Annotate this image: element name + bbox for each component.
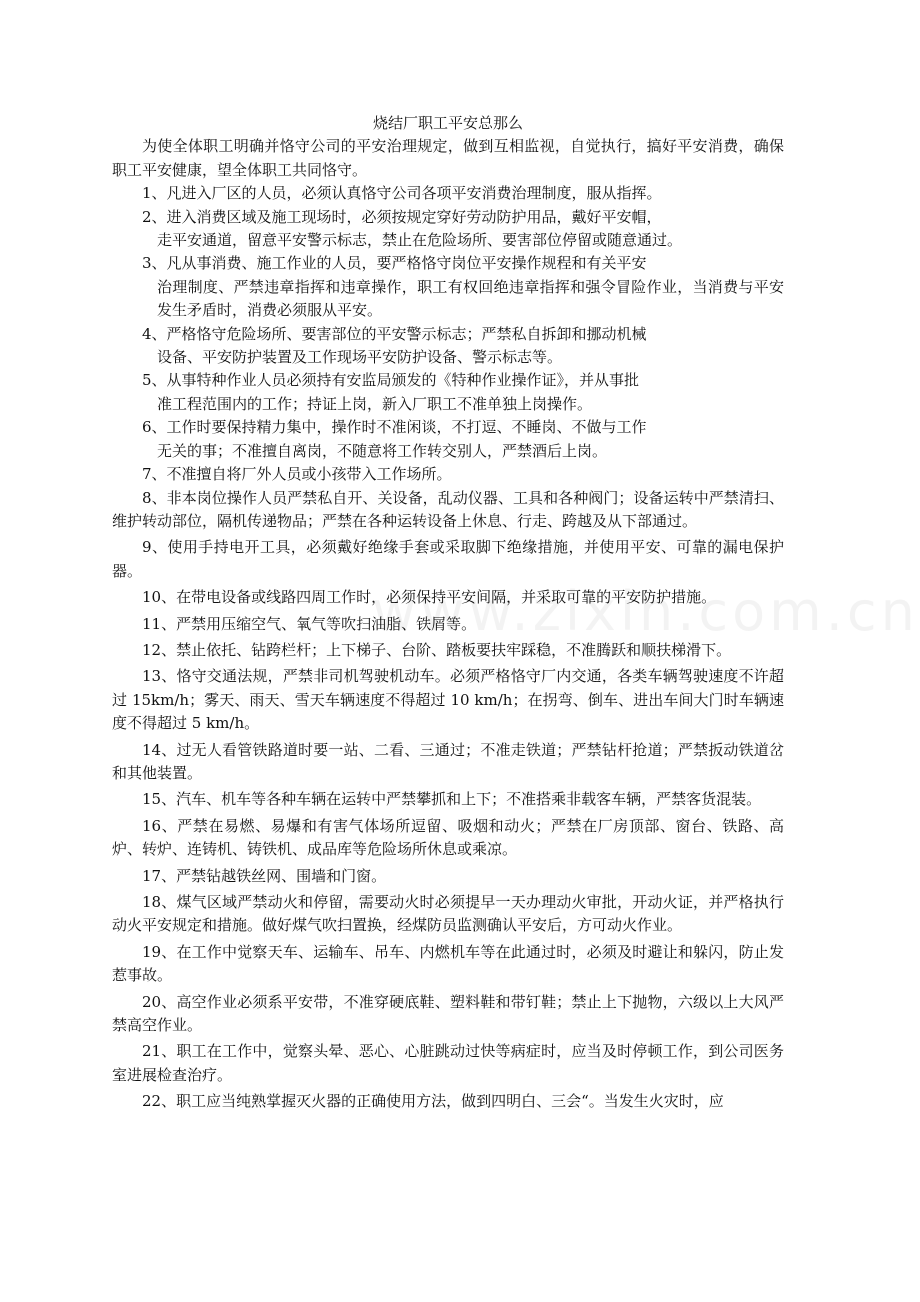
- rule-text: 20、高空作业必须系平安带，不准穿硬底鞋、塑料鞋和带钉鞋；禁止上下抛物，六级以上大风严禁高空作业。: [112, 992, 784, 1035]
- rule-item-16: [112, 815, 784, 862]
- rule-text: 19、在工作中觉察天车、运输车、吊车、内燃机车等在此通过时，必须及时避让和躲闪，防止发惹事故。: [112, 942, 784, 985]
- rule-line: 走平安通道，留意平安警示标志，禁止在危险场所、要害部位停留或随意通过。: [157, 231, 683, 250]
- rule-item-19: [112, 941, 784, 988]
- rule-text: 7、不准擅自将厂外人员或小孩带入工作场所。: [142, 465, 452, 484]
- rule-continuation: 治理制度、严禁违章指挥和违章操作，职工有权回绝违章指挥和强令冒险作业，当消费与平安发生矛盾时，消费必须服从平安。: [157, 277, 784, 320]
- rule-text: 14、过无人看管铁路道时要一站、二看、三通过；不准走铁道；严禁钻杆抢道；严禁扳动铁道岔和其他装置。: [112, 740, 784, 782]
- rule-item-18: [112, 891, 784, 938]
- rule-text: 15、汽车、机车等各种车辆在运转中严禁攀抓和上下；不准搭乘非载客车辆，严禁客货混装。: [142, 790, 762, 809]
- rule-item-8: [112, 487, 784, 534]
- rule-line: 1、凡进入厂区的人员，必须认真恪守公司各项平安消费治理制度，服从指挥。: [142, 184, 662, 203]
- rule-line: 4、严格恪守危险场所、要害部位的平安警示标志；严禁私自拆卸和挪动机械: [142, 324, 647, 343]
- rule-item-2: [112, 206, 784, 253]
- rule-text: 21、职工在工作中，觉察头晕、恶心、心脏跳动过快等病症时，应当及时停顿工作，到公司医务室进展检查治疗。: [112, 1042, 784, 1084]
- rule-text: 22、职工应当纯熟掌握灭火器的正确使用方法，做到四明白、三会“。当发生火灾时，应: [142, 1092, 724, 1111]
- rule-line: 2、进入消费区域及施工现场时，必须按规定穿好劳动防护用品，戴好平安帽，: [142, 207, 662, 226]
- rule-item-7: [112, 463, 784, 486]
- rule-line: 无关的事；不准擅自离岗，不随意将工作转交别人，严禁酒后上岗。: [157, 441, 608, 460]
- rule-item-13: [112, 665, 784, 735]
- rule-item-5: [112, 369, 784, 416]
- rule-item-14: [112, 739, 784, 786]
- rule-line: 5、从事特种作业人员必须持有安监局颁发的《特种作业操作证》，并从事批: [142, 371, 640, 390]
- rule-text: 9、使用手持电开工具，必须戴好绝缘手套或采取脚下绝缘措施，并使用平安、可靠的漏电保护器。: [112, 538, 784, 580]
- rule-text: 10、在带电设备或线路四周工作时，必须保持平安间隔，并采取可靠的平安防护措施。: [142, 588, 717, 607]
- rule-item-15: [112, 788, 784, 811]
- rule-item-4: [112, 323, 784, 370]
- document-title: 烧结厂职工平安总那么: [372, 114, 523, 132]
- rule-item-11: [112, 613, 784, 636]
- intro-paragraph: 为使全体职工明确并恪守公司的平安治理规定，做到互相监视，自觉执行，搞好平安消费，确保职工平安健康，望全体职工共同恪守。: [112, 137, 784, 179]
- rule-text: 17、严禁钻越铁丝网、围墙和门窗。: [142, 866, 387, 885]
- document-page: [112, 112, 784, 1114]
- rule-line: 设备、平安防护装置及工作现场平安防护设备、警示标志等。: [157, 348, 563, 367]
- rule-line: 准工程范围内的工作；持证上岗，新入厂职工不准单独上岗操作。: [157, 394, 593, 413]
- rule-item-17: [112, 865, 784, 888]
- rule-item-3: [112, 252, 784, 322]
- rule-item-22: [112, 1090, 784, 1113]
- rule-text: 8、非本岗位操作人员严禁私自开、关设备，乱动仪器、工具和各种阀门；设备运转中严禁清扫、维护转动部位，隔机传递物品；严禁在各种运转设备上休息、行走、跨越及从下部通过。: [112, 488, 784, 530]
- rule-text: 16、严禁在易燃、易爆和有害气体场所逗留、吸烟和动火；严禁在厂房顶部、窗台、铁路、高炉、转炉、连铸机、铸铁机、成品库等危险场所休息或乘凉。: [112, 816, 784, 859]
- rule-item-6: [112, 416, 784, 463]
- rule-item-21: [112, 1040, 784, 1087]
- rule-item-20: [112, 991, 784, 1038]
- rule-text: 12、禁止依托、钻跨栏杆；上下梯子、台阶、踏板要扶牢踩稳，不准腾跃和顺扶梯滑下。: [142, 640, 732, 659]
- rule-item-1: [112, 182, 784, 205]
- rule-line: 6、工作时要保持精力集中，操作时不准闲谈，不打逗、不睡岗、不做与工作: [142, 418, 647, 437]
- rule-item-12: [112, 639, 784, 662]
- rule-text: 13、恪守交通法规，严禁非司机驾驶机动车。必须严格恪守厂内交通，各类车辆驾驶速度不许超过 15km/h；雾天、雨天、雪天车辆速度不得超过 10 km/h；在拐弯、倒车、进出车间大门时车辆速度不得超过 5 km/h。: [112, 667, 784, 733]
- rule-line: 3、凡从事消费、施工作业的人员，要严格恪守岗位平安操作规程和有关平安: [142, 254, 647, 273]
- rule-text: 11、严禁用压缩空气、氧气等吹扫油脂、铁屑等。: [142, 614, 477, 633]
- rule-item-10: [112, 586, 784, 609]
- rule-text: 18、煤气区域严禁动火和停留，需要动火时必须提早一天办理动火审批，开动火证，并严格执行动火平安规定和措施。做好煤气吹扫置换，经煤防员监测确认平安后，方可动火作业。: [112, 893, 784, 935]
- rule-item-9: [112, 536, 784, 583]
